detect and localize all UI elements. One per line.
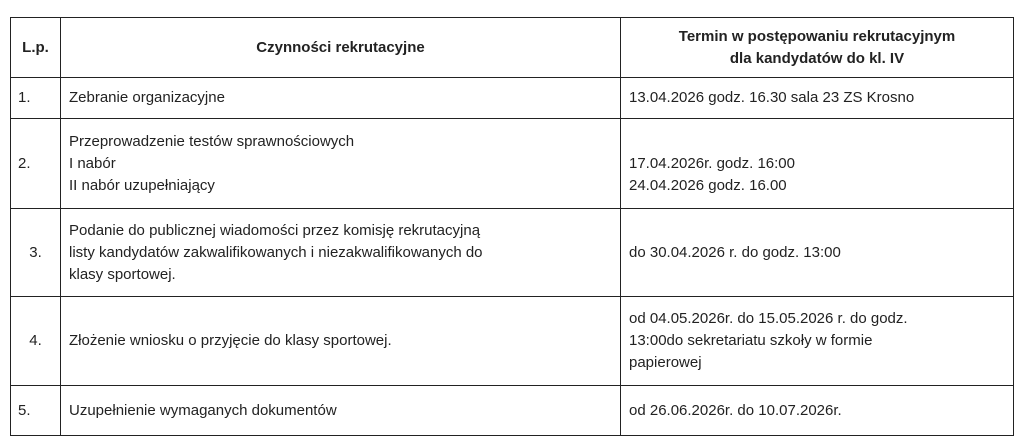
activity-line: klasy sportowej.: [69, 265, 176, 283]
table-row: [11, 386, 1014, 436]
row-lp: 4.: [11, 297, 61, 386]
row-activity: [61, 297, 621, 386]
deadline-line: 17.04.2026r. godz. 16:00: [629, 154, 795, 172]
table-row: [11, 119, 1014, 209]
deadline-line: do 30.04.2026 r. do godz. 13:00: [629, 243, 841, 261]
deadline-line: 24.04.2026 godz. 16.00: [629, 176, 787, 194]
row-activity: [61, 78, 621, 119]
header-deadline-line: dla kandydatów do kl. IV: [729, 49, 905, 67]
deadline-line: od 26.06.2026r. do 10.07.2026r.: [629, 401, 842, 419]
row-lp: 1.: [11, 78, 61, 119]
header-activity: Czynności rekrutacyjne: [61, 18, 621, 78]
activity-line: II nabór uzupełniający: [69, 176, 215, 194]
row-deadline: [621, 119, 1014, 209]
header-deadline: [621, 18, 1014, 78]
deadline-line: 13:00do sekretariatu szkoły w formie: [629, 332, 873, 349]
row-activity: [61, 386, 621, 436]
header-deadline-line: Termin w postępowaniu rekrutacyjnym: [678, 27, 956, 45]
activity-line: Zebranie organizacyjne: [69, 89, 225, 106]
deadline-line: papierowej: [629, 354, 702, 371]
recruitment-schedule-table: [10, 17, 1014, 436]
header-lp: L.p.: [11, 18, 61, 78]
deadline-line: od 04.05.2026r. do 15.05.2026 r. do godz.: [629, 310, 908, 327]
table-row: [11, 78, 1014, 119]
row-activity: [61, 119, 621, 209]
table-row: [11, 209, 1014, 297]
table-row: [11, 297, 1014, 386]
row-deadline: [621, 209, 1014, 297]
row-deadline: [621, 297, 1014, 386]
activity-line: Przeprowadzenie testów sprawnościowych: [69, 132, 355, 150]
row-activity: [61, 209, 621, 297]
row-deadline: [621, 78, 1014, 119]
row-deadline: [621, 386, 1014, 436]
deadline-line: 13.04.2026 godz. 16.30 sala 23 ZS Krosno: [629, 89, 915, 106]
activity-line: Uzupełnienie wymaganych dokumentów: [69, 401, 337, 419]
row-lp: 5.: [11, 386, 61, 436]
activity-line: listy kandydatów zakwalifikowanych i niezakwalifikowanych do: [69, 243, 483, 261]
row-lp: 3.: [11, 209, 61, 297]
header-row: [11, 18, 1014, 78]
activity-line: I nabór: [69, 154, 116, 172]
activity-line: Złożenie wniosku o przyjęcie do klasy sportowej.: [69, 332, 392, 349]
row-lp: 2.: [11, 119, 61, 209]
activity-line: Podanie do publicznej wiadomości przez komisję rekrutacyjną: [69, 221, 481, 239]
